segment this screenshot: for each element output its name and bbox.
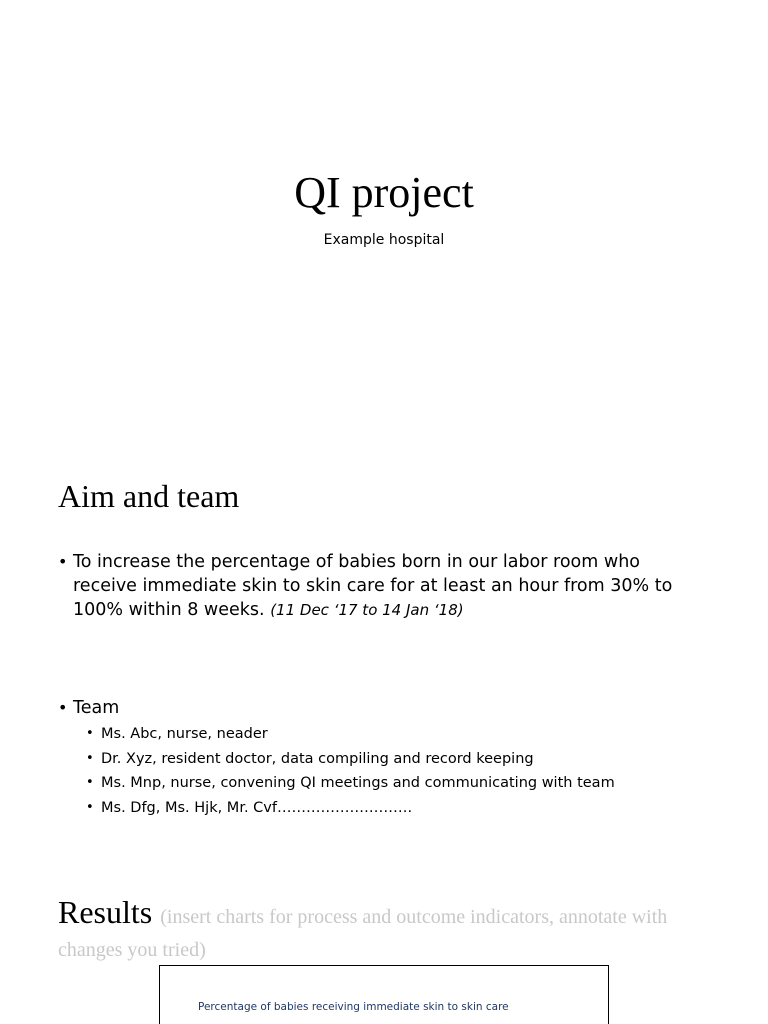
list-item [86, 722, 708, 747]
list-item [86, 771, 708, 796]
chart-title: Percentage of babies receiving immediate skin to skin care [198, 1001, 509, 1013]
aim-statement [58, 550, 708, 622]
team-list [58, 722, 708, 820]
team-section [58, 696, 708, 820]
bullet-icon: • [58, 698, 68, 717]
team-member: Dr. Xyz, resident doctor, data compiling and record keeping [101, 750, 534, 767]
chart-frame [159, 965, 609, 1024]
team-bullet [58, 696, 708, 720]
bullet-icon: • [86, 726, 94, 741]
results-title: Results [58, 894, 153, 930]
list-item [86, 796, 708, 821]
aim-text: To increase the percentage of babies born in our labor room who receive immediate skin to skin care for at least an hour from 30% to 100% within 8 weeks. [73, 552, 673, 620]
bullet-icon: • [86, 799, 94, 815]
list-item [86, 747, 708, 772]
bullet-icon: • [86, 775, 94, 790]
team-member: Ms. Mnp, nurse, convening QI meetings and communicating with team [101, 775, 615, 791]
slide-title: QI project [294, 168, 474, 217]
aim-bullet [58, 550, 708, 622]
bullet-icon: • [86, 750, 94, 766]
team-member: Ms. Dfg, Ms. Hjk, Mr. Cvf………………………. [101, 799, 413, 816]
team-member: Ms. Abc, nurse, neader [101, 726, 268, 742]
bullet-icon: • [58, 552, 68, 571]
results-heading [58, 894, 718, 964]
aim-dates: (11 Dec ‘17 to 14 Jan ‘18) [270, 601, 464, 619]
slide-subtitle: Example hospital [323, 232, 445, 248]
team-label: Team [73, 698, 120, 718]
aim-text-wrapper [73, 550, 708, 622]
aim-heading: Aim and team [58, 478, 240, 514]
results-note: (insert charts for process and outcome indicators, annotate with changes you tried) [58, 906, 668, 961]
